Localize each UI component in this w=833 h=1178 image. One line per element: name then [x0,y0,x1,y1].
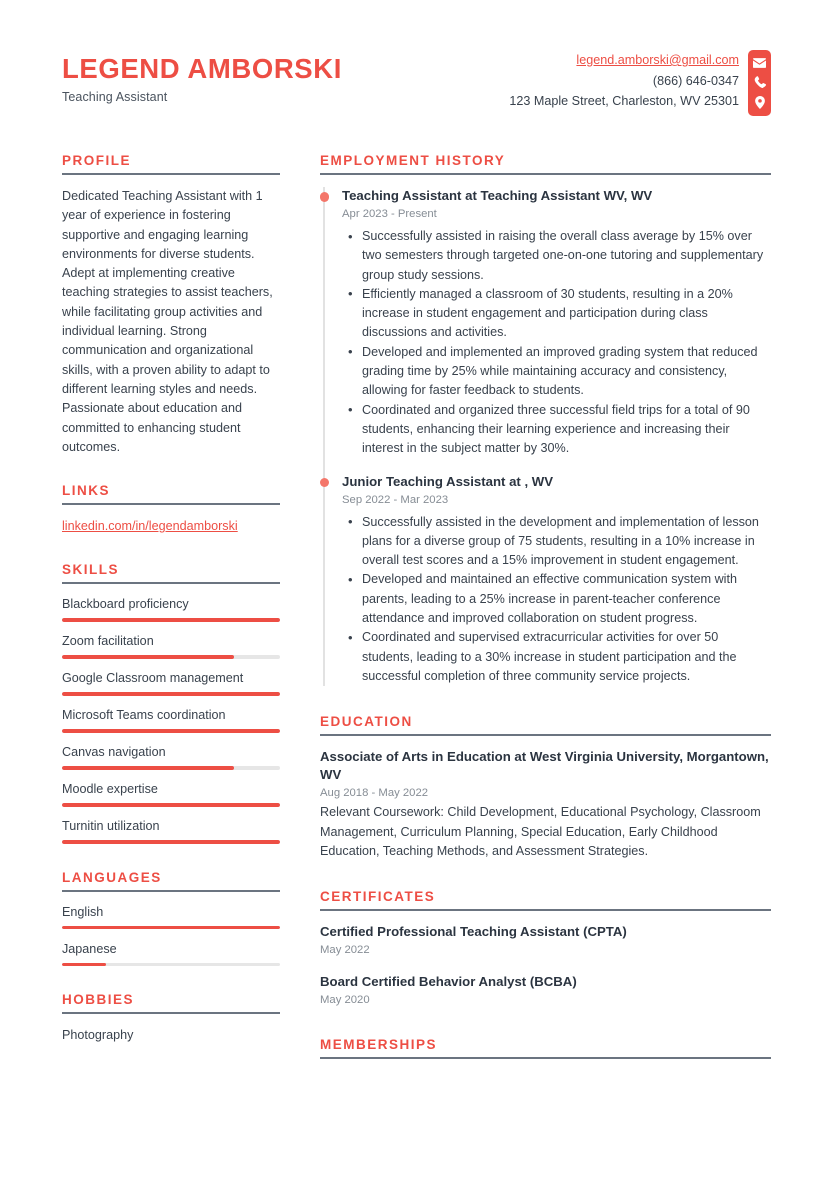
employment-timeline [320,187,771,686]
skill-label: Microsoft Teams coordination [62,708,226,723]
envelope-icon [753,58,766,68]
section-title-links: LINKS [62,483,110,499]
skill-level-track [62,655,280,659]
language-label: English [62,904,104,919]
skill-item [62,633,280,659]
skill-item [62,781,280,807]
section-title-languages: LANGUAGES [62,869,162,885]
skill-level-track [62,692,280,696]
hobby-item: Photography [62,1028,134,1043]
main-column [320,153,771,1087]
skill-label: Moodle expertise [62,782,158,797]
skill-level-fill [62,655,234,659]
language-level-track [62,926,280,930]
bullet-item: • Successfully assisted in the development and implementation of lesson plans for a diverse group of 75 students, resulting in a 10% increase in overall test scores and a 15% improvement in student engagement. [342,513,771,571]
identity-block [62,48,342,104]
sidebar-column [62,153,280,1087]
language-label: Japanese [62,941,117,956]
section-links [62,483,280,536]
language-level-fill [62,926,280,930]
skill-item [62,707,280,733]
section-certificates [320,889,771,1009]
candidate-job-title: Teaching Assistant [62,90,168,105]
timeline-dot-icon [320,192,330,202]
section-divider [62,1012,280,1014]
section-skills [62,562,280,844]
resume-body [62,153,771,1087]
section-divider [320,173,771,175]
contact-icon-bar [748,50,771,116]
skill-level-track [62,803,280,807]
bullet-item: • Developed and maintained an effective communication system with parents, leading to a 25% increase in parent-teacher conference attendance and improved collaboration on student progress. [342,570,771,628]
section-title-hobbies: HOBBIES [62,992,135,1008]
language-item [62,904,280,930]
contact-address: 123 Maple Street, Charleston, WV 25301 [509,94,739,108]
contact-details [509,50,739,112]
employment-date: Apr 2023 - Present [342,208,437,220]
employment-bullets [342,227,771,459]
skill-label: Zoom facilitation [62,634,154,649]
contact-email-link[interactable]: legend.amborski@gmail.com [576,53,739,67]
section-divider [62,582,280,584]
bullet-item: • Efficiently managed a classroom of 30 students, resulting in a 20% increase in student engagement and participation during class discussions and activities. [342,285,771,343]
location-pin-icon [755,96,765,109]
skill-level-fill [62,692,280,696]
language-level-track [62,963,280,967]
employment-entry [342,187,771,459]
education-title: Associate of Arts in Education at West Virginia University, Morgantown, WV [320,749,769,783]
section-divider [320,734,771,736]
skill-label: Canvas navigation [62,745,166,760]
employment-date: Sep 2022 - Mar 2023 [342,493,449,506]
certificate-entry [320,923,771,959]
section-title-profile: PROFILE [62,153,132,168]
phone-icon [754,76,766,88]
skill-level-track [62,766,280,770]
employment-title: Teaching Assistant at Teaching Assistant WV, WV [342,188,653,203]
skill-item [62,670,280,696]
candidate-name: LEGEND AMBORSKI [62,53,342,84]
skill-level-track [62,729,280,733]
education-entry [320,748,771,861]
section-languages [62,870,280,967]
section-divider [62,890,280,892]
bullet-item: • Coordinated and supervised extracurricular activities for over 50 students, leading to a 30% increase in student participation and the successful completion of three community service projects. [342,628,771,686]
certificate-entry [320,973,771,1009]
certificate-date: May 2020 [320,994,370,1007]
skill-label: Turnitin utilization [62,819,160,834]
link-item-linkedin[interactable]: linkedin.com/in/legendamborski [62,519,238,534]
section-title-skills: SKILLS [62,562,120,578]
section-title-certificates: CERTIFICATES [320,889,436,905]
resume-header [62,0,771,120]
section-divider [320,1057,771,1059]
language-level-fill [62,963,106,967]
section-memberships [320,1037,771,1059]
skill-label: Blackboard proficiency [62,597,189,612]
timeline-dot-icon [320,478,330,488]
section-employment-history [320,153,771,686]
skill-item [62,596,280,622]
section-divider [62,503,280,505]
skill-level-fill [62,840,280,844]
language-item [62,941,280,967]
employment-entry [342,473,771,687]
section-education [320,714,771,861]
education-date: Aug 2018 - May 2022 [320,787,429,800]
skill-level-track [62,840,280,844]
skill-level-fill [62,803,280,807]
profile-summary-text: Dedicated Teaching Assistant with 1 year of experience in fostering supportive and engaging learning environments for diverse students. Adept at implementing creative teaching strategies to assist teachers, while facilitating group activities and individual learning. Strong communication and organizational skills, with a proven ability to adapt to different learning styles and needs. Passionate about education and committed to enhancing student outcomes. [62,189,273,454]
employment-title: Junior Teaching Assistant at , WV [342,473,554,489]
section-title-memberships: MEMBERSHIPS [320,1037,438,1053]
section-title-employment: EMPLOYMENT HISTORY [320,153,506,168]
bullet-item: • Developed and implemented an improved grading system that reduced grading time by 25% while maintaining accuracy and consistency, allowing for faster feedback to students. [342,343,771,401]
section-divider [320,909,771,911]
skill-item [62,818,280,844]
certificate-date: May 2022 [320,944,370,957]
certificate-title: Certified Professional Teaching Assistant (CPTA) [320,924,627,940]
skill-item [62,744,280,770]
section-title-education: EDUCATION [320,714,413,730]
bullet-item: • Coordinated and organized three successful field trips for a total of 90 students, enhancing their learning experience and increasing their interest in the subject matter by 30%. [342,401,771,459]
section-divider [62,173,280,175]
contact-block [509,48,771,116]
skill-level-fill [62,766,234,770]
employment-bullets [342,513,771,687]
skill-level-fill [62,618,280,622]
section-hobbies [62,992,280,1045]
contact-phone: (866) 646-0347 [652,73,739,88]
bullet-item: • Successfully assisted in raising the overall class average by 15% over two semesters through targeted one-on-one tutoring and supplementary group study sessions. [342,227,771,285]
section-profile [62,153,280,457]
skill-level-track [62,618,280,622]
skill-label: Google Classroom management [62,671,244,686]
education-description: Relevant Coursework: Child Development, Educational Psychology, Classroom Management, Curriculum Planning, Special Education, Early Childhood Education, Teaching Methods, and Assessment Strategies. [320,805,761,858]
skill-level-fill [62,729,280,733]
certificate-title: Board Certified Behavior Analyst (BCBA) [320,974,577,990]
